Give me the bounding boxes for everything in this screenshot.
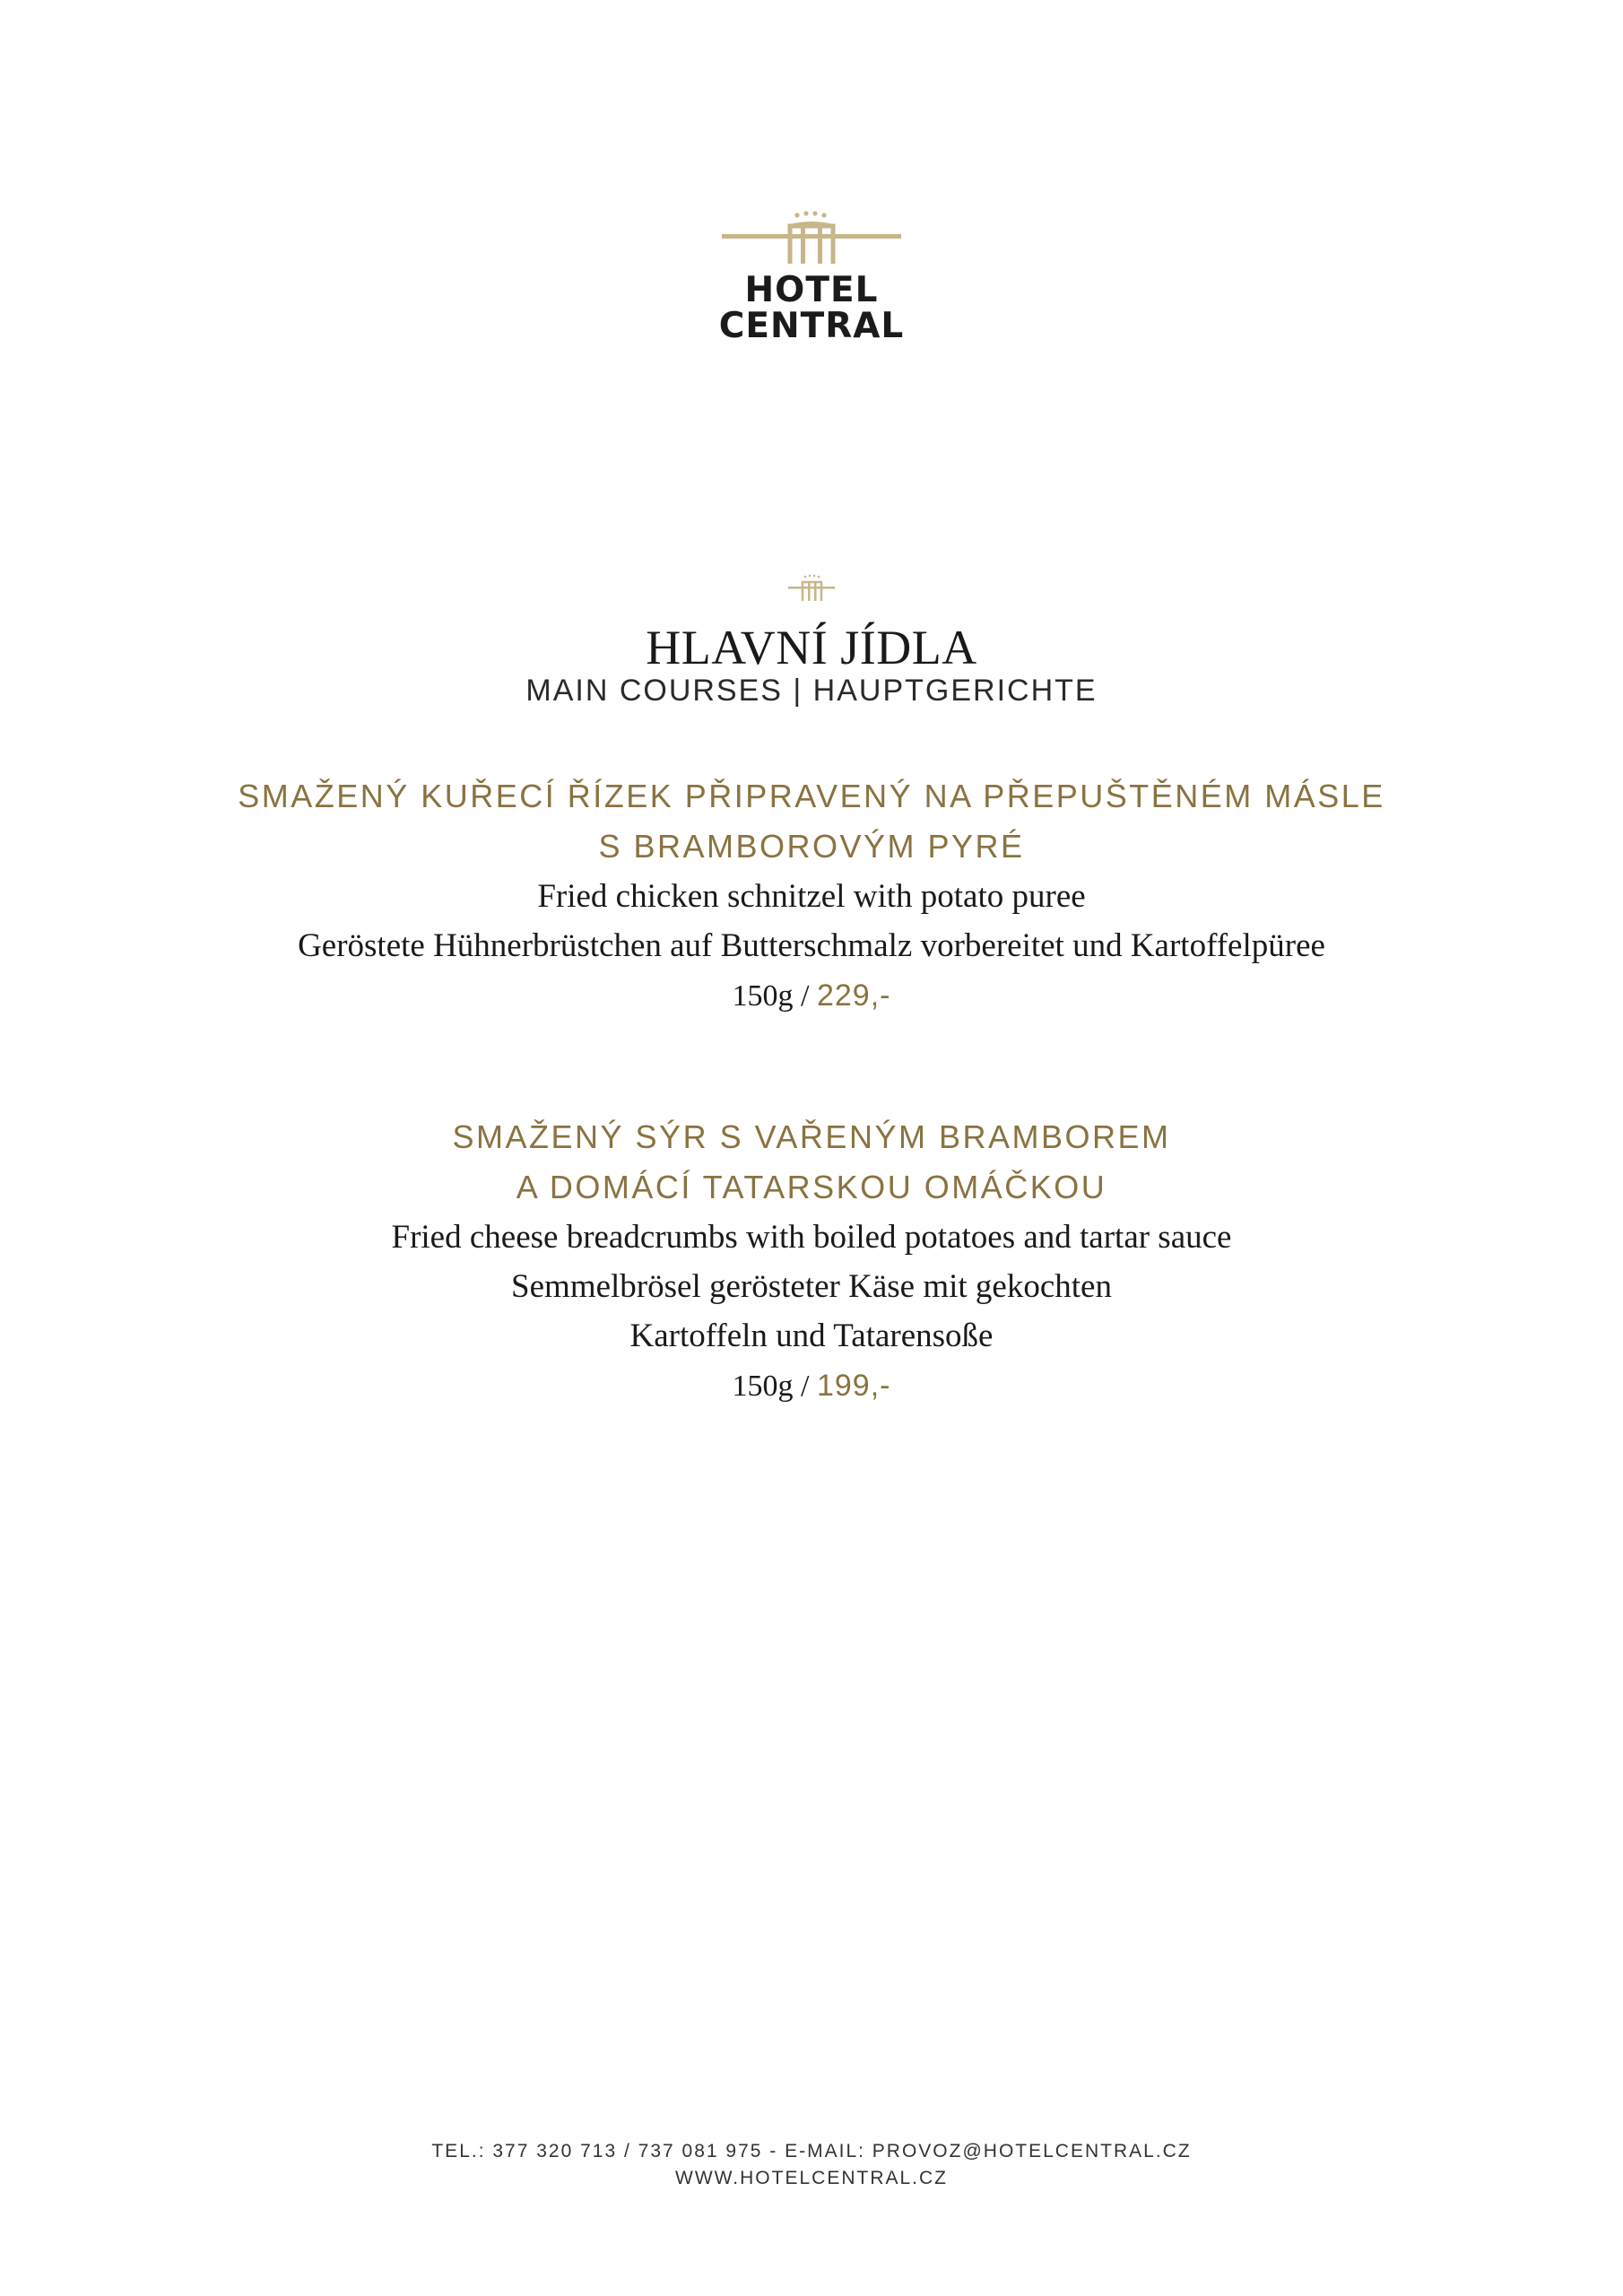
logo-line-1: HOTEL [744,270,879,310]
dish-price: 229,- [816,978,891,1013]
contact-footer [0,2138,1623,2192]
section-title: HLAVNÍ JÍDLA [646,621,977,674]
dish-description-english: Fried cheese breadcrumbs with boiled potatoes and tartar sauce [391,1219,1232,1256]
dish-weight-price [0,970,1623,1022]
menu-item-fried-cheese [0,1112,1623,1412]
menu-item-chicken-schnitzel [0,771,1623,1022]
footer-website[interactable]: WWW.HOTELCENTRAL.CZ [675,2168,948,2188]
dish-weight: 150g / [732,1370,810,1403]
dish-name-line: SMAŽENÝ KUŘECÍ ŘÍZEK PŘIPRAVENÝ NA PŘEPUŠTĚNÉM MÁSLE [238,778,1385,814]
dish-name-line: SMAŽENÝ SÝR S VAŘENÝM BRAMBOREM [452,1118,1171,1155]
dish-weight-price [0,1361,1623,1412]
dish-description-english: Fried chicken schnitzel with potato puree [537,878,1086,915]
dish-description-german: Geröstete Hühnerbrüstchen auf Butterschmalz vorbereitet und Kartoffelpüree [298,927,1325,964]
hotel-crown-logo-icon [722,208,901,264]
footer-contact-line: TEL.: 377 320 713 / 737 081 975 - E-MAIL: PROVOZ@HOTELCENTRAL.CZ [431,2141,1192,2161]
logo-line-2: CENTRAL [718,306,905,346]
dish-description-german: Semmelbrösel gerösteter Käse mit gekochten [511,1268,1112,1305]
hotel-logo [0,208,1623,344]
section-header-emblem [0,574,1623,601]
dish-weight: 150g / [732,979,810,1013]
dish-name-line: S BRAMBOROVÝM PYRÉ [598,828,1025,865]
small-crown-logo-icon [788,574,835,601]
section-subtitle: MAIN COURSES | HAUPTGERICHTE [525,674,1098,708]
logo-wordmark [0,270,1623,346]
dish-price: 199,- [816,1369,891,1403]
dish-description-german-cont: Kartoffeln und Tatarensoße [629,1318,994,1354]
dish-name-line: A DOMÁCÍ TATARSKOU OMÁČKOU [516,1169,1107,1205]
